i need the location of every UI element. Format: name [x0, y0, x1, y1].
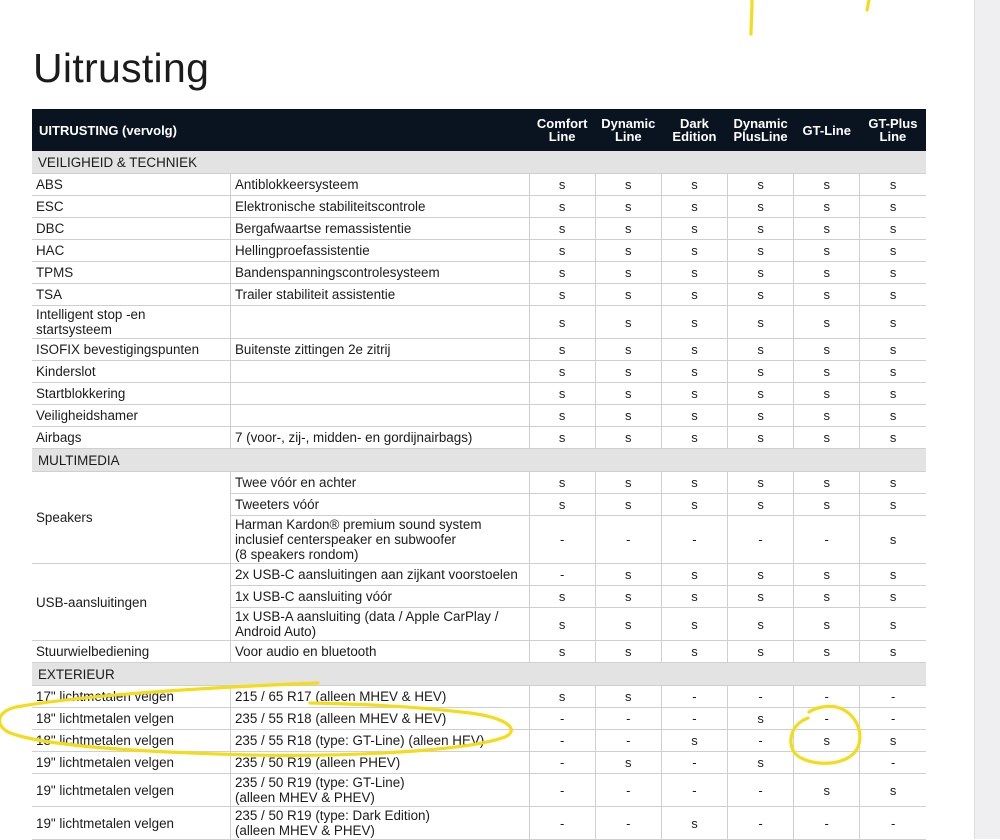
value-cell: s — [661, 807, 727, 840]
value-cell: s — [661, 284, 727, 306]
value-cell: s — [529, 427, 595, 449]
feature-description: Elektronische stabiliteitscontrole — [230, 196, 529, 218]
value-cell: s — [595, 641, 661, 663]
value-cell: s — [794, 564, 860, 586]
feature-description — [230, 383, 529, 405]
feature-description: 235 / 55 R18 (alleen MHEV & HEV) — [230, 708, 529, 730]
value-cell: - — [661, 708, 727, 730]
value-cell: s — [661, 564, 727, 586]
value-cell: s — [529, 405, 595, 427]
value-cell: s — [860, 383, 926, 405]
feature-name: Veiligheidshamer — [32, 405, 230, 427]
table-row — [32, 472, 926, 494]
table-row — [32, 774, 926, 807]
feature-description: 2x USB-C aansluitingen aan zijkant voorstoelen — [230, 564, 529, 586]
value-cell: s — [595, 686, 661, 708]
highlighter-mark-top-right — [867, 0, 869, 10]
table-row — [32, 284, 926, 306]
feature-description: Antiblokkeersysteem — [230, 174, 529, 196]
value-cell: s — [595, 174, 661, 196]
value-cell: s — [595, 339, 661, 361]
section-row — [32, 663, 926, 686]
value-cell: s — [794, 383, 860, 405]
column-header-comfort-line: Comfort Line — [529, 109, 595, 151]
feature-description: Voor audio en bluetooth — [230, 641, 529, 663]
value-cell: s — [661, 383, 727, 405]
equipment-table — [32, 109, 926, 840]
value-cell: - — [728, 516, 794, 564]
value-cell: - — [794, 752, 860, 774]
value-cell: s — [595, 196, 661, 218]
value-cell: s — [728, 240, 794, 262]
value-cell: s — [529, 262, 595, 284]
feature-description: 1x USB-A aansluiting (data / Apple CarPlay / Android Auto) — [230, 608, 529, 641]
value-cell: s — [661, 306, 727, 339]
value-cell: s — [860, 174, 926, 196]
value-cell: s — [661, 608, 727, 641]
table-row — [32, 196, 926, 218]
value-cell: - — [529, 516, 595, 564]
value-cell: s — [728, 284, 794, 306]
value-cell: s — [860, 284, 926, 306]
value-cell: - — [529, 708, 595, 730]
column-header-gt-plus-line: GT-Plus Line — [860, 109, 926, 151]
value-cell: - — [661, 686, 727, 708]
value-cell: - — [728, 730, 794, 752]
value-cell: - — [728, 686, 794, 708]
value-cell: s — [595, 306, 661, 339]
value-cell: s — [728, 405, 794, 427]
value-cell: s — [529, 240, 595, 262]
feature-description: 235 / 50 R19 (type: Dark Edition) (alleen MHEV & PHEV) — [230, 807, 529, 840]
value-cell: s — [794, 774, 860, 807]
value-cell: - — [595, 708, 661, 730]
value-cell: s — [529, 383, 595, 405]
feature-description: 235 / 50 R19 (alleen PHEV) — [230, 752, 529, 774]
value-cell: - — [595, 730, 661, 752]
table-row — [32, 405, 926, 427]
value-cell: s — [794, 641, 860, 663]
feature-name: 17" lichtmetalen velgen — [32, 686, 230, 708]
feature-name: ESC — [32, 196, 230, 218]
table-row — [32, 306, 926, 339]
feature-name: 19" lichtmetalen velgen — [32, 807, 230, 840]
value-cell: - — [529, 752, 595, 774]
value-cell: - — [860, 807, 926, 840]
value-cell: s — [794, 218, 860, 240]
value-cell: s — [661, 339, 727, 361]
value-cell: - — [794, 708, 860, 730]
feature-description: Bandenspanningscontrolesysteem — [230, 262, 529, 284]
value-cell: s — [728, 564, 794, 586]
value-cell: s — [529, 196, 595, 218]
value-cell: - — [661, 516, 727, 564]
value-cell: s — [728, 306, 794, 339]
value-cell: s — [794, 174, 860, 196]
section-row — [32, 151, 926, 174]
value-cell: s — [860, 641, 926, 663]
value-cell: - — [860, 708, 926, 730]
feature-name: USB-aansluitingen — [32, 564, 230, 641]
value-cell: s — [661, 361, 727, 383]
value-cell: s — [595, 240, 661, 262]
feature-name: Intelligent stop -en startsysteem — [32, 306, 230, 339]
value-cell: s — [794, 730, 860, 752]
value-cell: s — [728, 383, 794, 405]
value-cell: - — [794, 686, 860, 708]
value-cell: s — [661, 218, 727, 240]
table-header-title: UITRUSTING (vervolg) — [32, 109, 529, 151]
value-cell: s — [595, 494, 661, 516]
value-cell: s — [794, 262, 860, 284]
feature-description: Harman Kardon® premium sound system inclusief centerspeaker en subwoofer (8 speakers rondom) — [230, 516, 529, 564]
value-cell: - — [860, 752, 926, 774]
value-cell: s — [794, 405, 860, 427]
value-cell: s — [661, 240, 727, 262]
value-cell: s — [728, 708, 794, 730]
feature-name: 18" lichtmetalen velgen — [32, 730, 230, 752]
table-row — [32, 564, 926, 586]
feature-name: ISOFIX bevestigingspunten — [32, 339, 230, 361]
value-cell: s — [529, 472, 595, 494]
feature-name: Speakers — [32, 472, 230, 564]
value-cell: s — [595, 752, 661, 774]
feature-description: Bergafwaartse remassistentie — [230, 218, 529, 240]
value-cell: s — [860, 564, 926, 586]
section-title: MULTIMEDIA — [32, 449, 926, 472]
value-cell: s — [661, 262, 727, 284]
value-cell: s — [595, 608, 661, 641]
table-header-row — [32, 109, 926, 151]
value-cell: s — [728, 472, 794, 494]
feature-description: Trailer stabiliteit assistentie — [230, 284, 529, 306]
value-cell: s — [661, 641, 727, 663]
value-cell: - — [661, 752, 727, 774]
value-cell: s — [728, 361, 794, 383]
table-row — [32, 361, 926, 383]
value-cell: s — [794, 608, 860, 641]
value-cell: s — [860, 494, 926, 516]
feature-description: 235 / 55 R18 (type: GT-Line) (alleen HEV) — [230, 730, 529, 752]
value-cell: s — [860, 730, 926, 752]
feature-name: TPMS — [32, 262, 230, 284]
value-cell: s — [529, 218, 595, 240]
value-cell: s — [661, 427, 727, 449]
value-cell: s — [595, 586, 661, 608]
value-cell: - — [794, 807, 860, 840]
highlighter-mark-top-left — [751, 0, 752, 34]
value-cell: - — [595, 516, 661, 564]
value-cell: s — [794, 284, 860, 306]
value-cell: s — [860, 405, 926, 427]
value-cell: s — [529, 339, 595, 361]
value-cell: s — [529, 641, 595, 663]
value-cell: s — [661, 405, 727, 427]
feature-description: Buitenste zittingen 2e zitrij — [230, 339, 529, 361]
section-row — [32, 449, 926, 472]
feature-description: 1x USB-C aansluiting vóór — [230, 586, 529, 608]
value-cell: s — [860, 586, 926, 608]
value-cell: s — [661, 174, 727, 196]
value-cell: s — [794, 494, 860, 516]
value-cell: s — [529, 361, 595, 383]
value-cell: s — [595, 262, 661, 284]
value-cell: s — [728, 262, 794, 284]
value-cell: s — [728, 427, 794, 449]
value-cell: s — [860, 774, 926, 807]
feature-description: Hellingproefassistentie — [230, 240, 529, 262]
value-cell: s — [860, 427, 926, 449]
column-header-dynamic-plusline: Dynamic PlusLine — [728, 109, 794, 151]
table-row — [32, 427, 926, 449]
feature-name: DBC — [32, 218, 230, 240]
value-cell: s — [595, 284, 661, 306]
value-cell: - — [794, 516, 860, 564]
value-cell: s — [794, 427, 860, 449]
value-cell: s — [860, 196, 926, 218]
column-header-dynamic-line: Dynamic Line — [595, 109, 661, 151]
table-row — [32, 262, 926, 284]
value-cell: s — [794, 339, 860, 361]
value-cell: s — [728, 752, 794, 774]
value-cell: s — [728, 196, 794, 218]
table-row — [32, 752, 926, 774]
value-cell: s — [529, 494, 595, 516]
table-row — [32, 240, 926, 262]
column-header-dark-edition: Dark Edition — [661, 109, 727, 151]
value-cell: s — [728, 494, 794, 516]
feature-name: 19" lichtmetalen velgen — [32, 752, 230, 774]
value-cell: s — [661, 730, 727, 752]
value-cell: s — [595, 472, 661, 494]
table-row — [32, 339, 926, 361]
value-cell: s — [661, 196, 727, 218]
value-cell: s — [794, 240, 860, 262]
value-cell: s — [860, 608, 926, 641]
value-cell: - — [529, 564, 595, 586]
feature-description: 7 (voor-, zij-, midden- en gordijnairbags) — [230, 427, 529, 449]
feature-description — [230, 405, 529, 427]
value-cell: s — [529, 608, 595, 641]
table-row — [32, 641, 926, 663]
value-cell: - — [529, 730, 595, 752]
value-cell: s — [529, 306, 595, 339]
value-cell: s — [860, 218, 926, 240]
value-cell: - — [595, 807, 661, 840]
value-cell: s — [728, 339, 794, 361]
value-cell: s — [860, 262, 926, 284]
feature-description: Tweeters vóór — [230, 494, 529, 516]
section-title: EXTERIEUR — [32, 663, 926, 686]
feature-name: Kinderslot — [32, 361, 230, 383]
feature-description: 215 / 65 R17 (alleen MHEV & HEV) — [230, 686, 529, 708]
feature-name: 19" lichtmetalen velgen — [32, 774, 230, 807]
value-cell: s — [595, 405, 661, 427]
table-body — [32, 151, 926, 840]
value-cell: s — [794, 586, 860, 608]
value-cell: - — [529, 807, 595, 840]
feature-name: Startblokkering — [32, 383, 230, 405]
value-cell: s — [595, 383, 661, 405]
table-row — [32, 730, 926, 752]
value-cell: s — [728, 218, 794, 240]
value-cell: s — [794, 306, 860, 339]
feature-description — [230, 306, 529, 339]
value-cell: - — [529, 774, 595, 807]
feature-description — [230, 361, 529, 383]
value-cell: s — [661, 472, 727, 494]
value-cell: s — [794, 472, 860, 494]
section-title: VEILIGHEID & TECHNIEK — [32, 151, 926, 174]
value-cell: s — [529, 686, 595, 708]
page-title: Uitrusting — [33, 45, 210, 92]
scrollbar-track[interactable] — [974, 0, 1000, 839]
value-cell: s — [794, 196, 860, 218]
value-cell: s — [728, 641, 794, 663]
value-cell: s — [860, 361, 926, 383]
value-cell: s — [661, 586, 727, 608]
value-cell: s — [728, 174, 794, 196]
value-cell: s — [860, 240, 926, 262]
value-cell: s — [529, 284, 595, 306]
feature-description: 235 / 50 R19 (type: GT-Line) (alleen MHEV & PHEV) — [230, 774, 529, 807]
value-cell: - — [661, 774, 727, 807]
value-cell: s — [529, 586, 595, 608]
value-cell: s — [595, 427, 661, 449]
feature-description: Twee vóór en achter — [230, 472, 529, 494]
value-cell: - — [595, 774, 661, 807]
value-cell: - — [728, 807, 794, 840]
value-cell: s — [728, 608, 794, 641]
feature-name: TSA — [32, 284, 230, 306]
feature-name: ABS — [32, 174, 230, 196]
feature-name: HAC — [32, 240, 230, 262]
scrollbar-edge — [974, 0, 975, 839]
column-header-gt-line: GT-Line — [794, 109, 860, 151]
value-cell: - — [860, 686, 926, 708]
value-cell: s — [661, 494, 727, 516]
value-cell: - — [728, 774, 794, 807]
value-cell: s — [595, 361, 661, 383]
value-cell: s — [860, 339, 926, 361]
value-cell: s — [595, 564, 661, 586]
value-cell: s — [728, 586, 794, 608]
table-row — [32, 807, 926, 840]
table-row — [32, 708, 926, 730]
feature-name: Stuurwielbediening — [32, 641, 230, 663]
feature-name: 18" lichtmetalen velgen — [32, 708, 230, 730]
value-cell: s — [860, 472, 926, 494]
feature-name: Airbags — [32, 427, 230, 449]
value-cell: s — [860, 516, 926, 564]
table-row — [32, 174, 926, 196]
value-cell: s — [860, 306, 926, 339]
value-cell: s — [595, 218, 661, 240]
table-row — [32, 686, 926, 708]
table-row — [32, 383, 926, 405]
value-cell: s — [794, 361, 860, 383]
table-row — [32, 218, 926, 240]
value-cell: s — [529, 174, 595, 196]
